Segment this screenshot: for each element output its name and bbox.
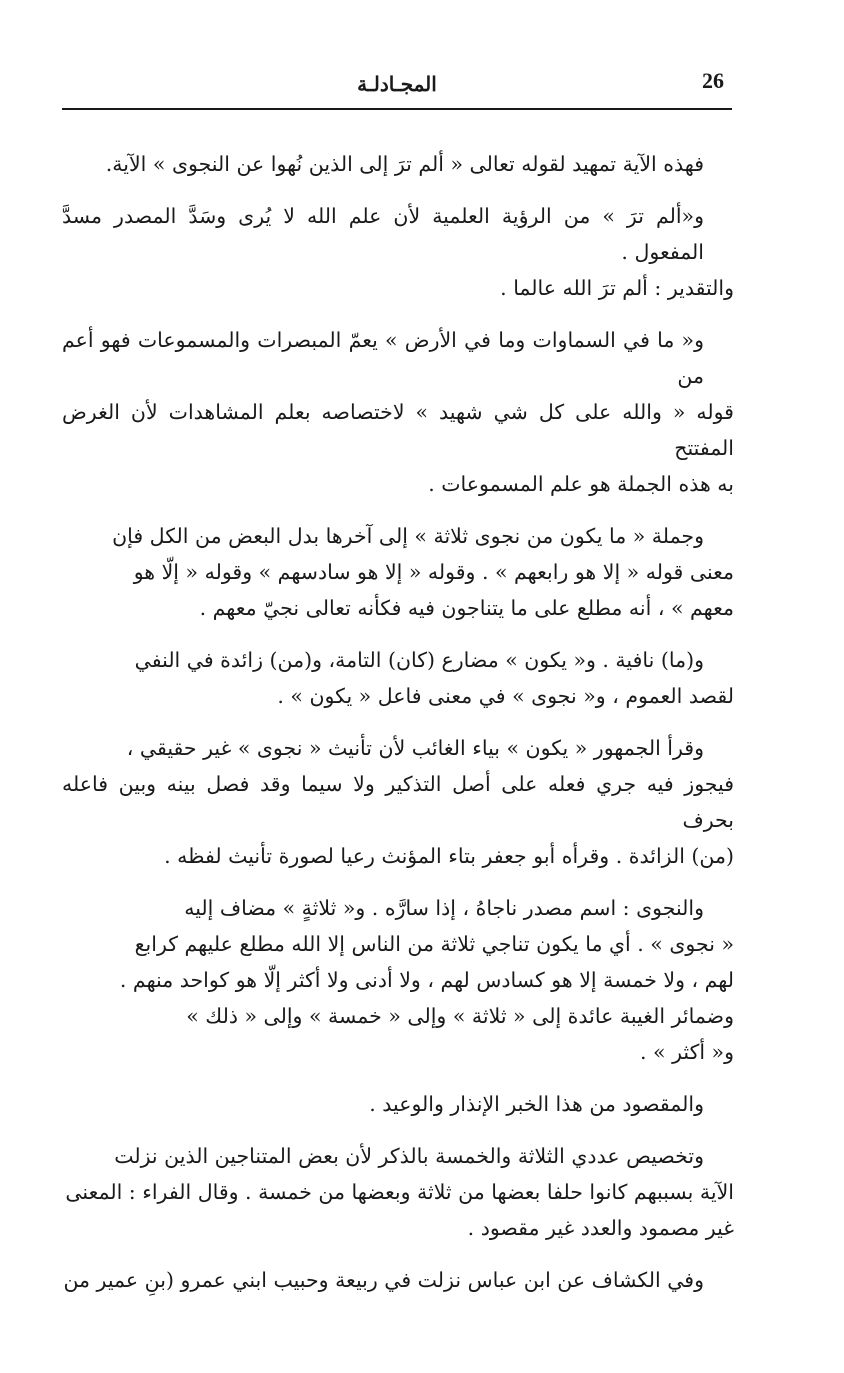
text-line: وضمائر الغيبة عائدة إلى « ثلاثة » وإلى « خمسة » وإلى « ذلك » bbox=[186, 1004, 734, 1028]
paragraph bbox=[62, 642, 734, 714]
text-line: وتخصيص عددي الثلاثة والخمسة بالذكر لأن بعض المتناجين الذين نزلت bbox=[114, 1144, 704, 1168]
text-line: والنجوى : اسم مصدر ناجاهُ ، إذا سارَّه . و« ثلاثةٍ » مضاف إليه bbox=[184, 896, 704, 920]
text-line: و« أكثر » . bbox=[639, 1040, 734, 1064]
text-line: والتقدير : ألم ترَ الله عالما . bbox=[500, 276, 734, 300]
text-line: معهم » ، أنه مطلع على ما يتناجون فيه فكأنه تعالى نجيّ معهم . bbox=[199, 596, 734, 620]
text-line: « نجوى » . أي ما يكون تناجي ثلاثة من الناس إلا الله مطلع عليهم كرابع bbox=[134, 932, 734, 956]
text-line: و« ما في السماوات وما في الأرض » يعمّ المبصرات والمسموعات فهو أعم من bbox=[62, 328, 704, 388]
text-line: معنى قوله « إلا هو رابعهم » . وقوله « إلا هو سادسهم » وقوله « إلّا هو bbox=[133, 560, 734, 584]
paragraph bbox=[62, 1138, 734, 1246]
text-line: و«ألم ترَ » من الرؤية العلمية لأن علم الله لا يُرى وسَدَّ المصدر مسدَّ المفعول . bbox=[62, 204, 704, 264]
text-line: لقصد العموم ، و« نجوى » في معنى فاعل « يكون » . bbox=[277, 684, 734, 708]
running-title: المجـادلـة bbox=[357, 72, 437, 96]
paragraph bbox=[62, 146, 734, 182]
text-line: وجملة « ما يكون من نجوى ثلاثة » إلى آخرها بدل البعض من الكل فإن bbox=[112, 524, 704, 548]
text-line: به هذه الجملة هو علم المسموعات . bbox=[428, 472, 734, 496]
text-line: وقرأ الجمهور « يكون » بياء الغائب لأن تأنيث « نجوى » غير حقيقي ، bbox=[126, 736, 704, 760]
text-line: والمقصود من هذا الخبر الإنذار والوعيد . bbox=[369, 1092, 704, 1116]
paragraph bbox=[62, 198, 734, 306]
text-line: (من) الزائدة . وقرأه أبو جعفر بتاء المؤنث رعيا لصورة تأنيث لفظه . bbox=[164, 844, 734, 868]
text-line: فهذه الآية تمهيد لقوله تعالى « ألم ترَ إلى الذين نُهوا عن النجوى » الآية. bbox=[105, 152, 704, 176]
text-line: فيجوز فيه جري فعله على أصل التذكير ولا سيما وقد فصل بينه وبين فاعله بحرف bbox=[62, 772, 734, 832]
paragraph bbox=[62, 1086, 734, 1122]
paragraph bbox=[62, 1262, 734, 1298]
paragraph bbox=[62, 890, 734, 1070]
text-line: غير مصمود والعدد غير مقصود . bbox=[467, 1216, 734, 1240]
body-text bbox=[62, 146, 734, 1298]
text-line: و(ما) نافية . و« يكون » مضارع (كان) التامة، و(من) زائدة في النفي bbox=[134, 648, 704, 672]
text-line: الآية بسببهم كانوا حلفا بعضها من ثلاثة وبعضها من خمسة . وقال الفراء : المعنى bbox=[65, 1180, 734, 1204]
paragraph bbox=[62, 322, 734, 502]
paragraph bbox=[62, 518, 734, 626]
paragraph bbox=[62, 730, 734, 874]
text-line: قوله « والله على كل شي شهيد » لاختصاصه بعلم المشاهدات لأن الغرض المفتتح bbox=[62, 400, 734, 460]
page-header bbox=[62, 62, 732, 110]
text-line: لهم ، ولا خمسة إلا هو كسادس لهم ، ولا أدنى ولا أكثر إلّا هو كواحد منهم . bbox=[119, 968, 734, 992]
text-line: وفي الكشاف عن ابن عباس نزلت في ربيعة وحبيب ابني عمرو (بنِ عمير من bbox=[63, 1268, 704, 1292]
page-number: 26 bbox=[702, 68, 724, 93]
